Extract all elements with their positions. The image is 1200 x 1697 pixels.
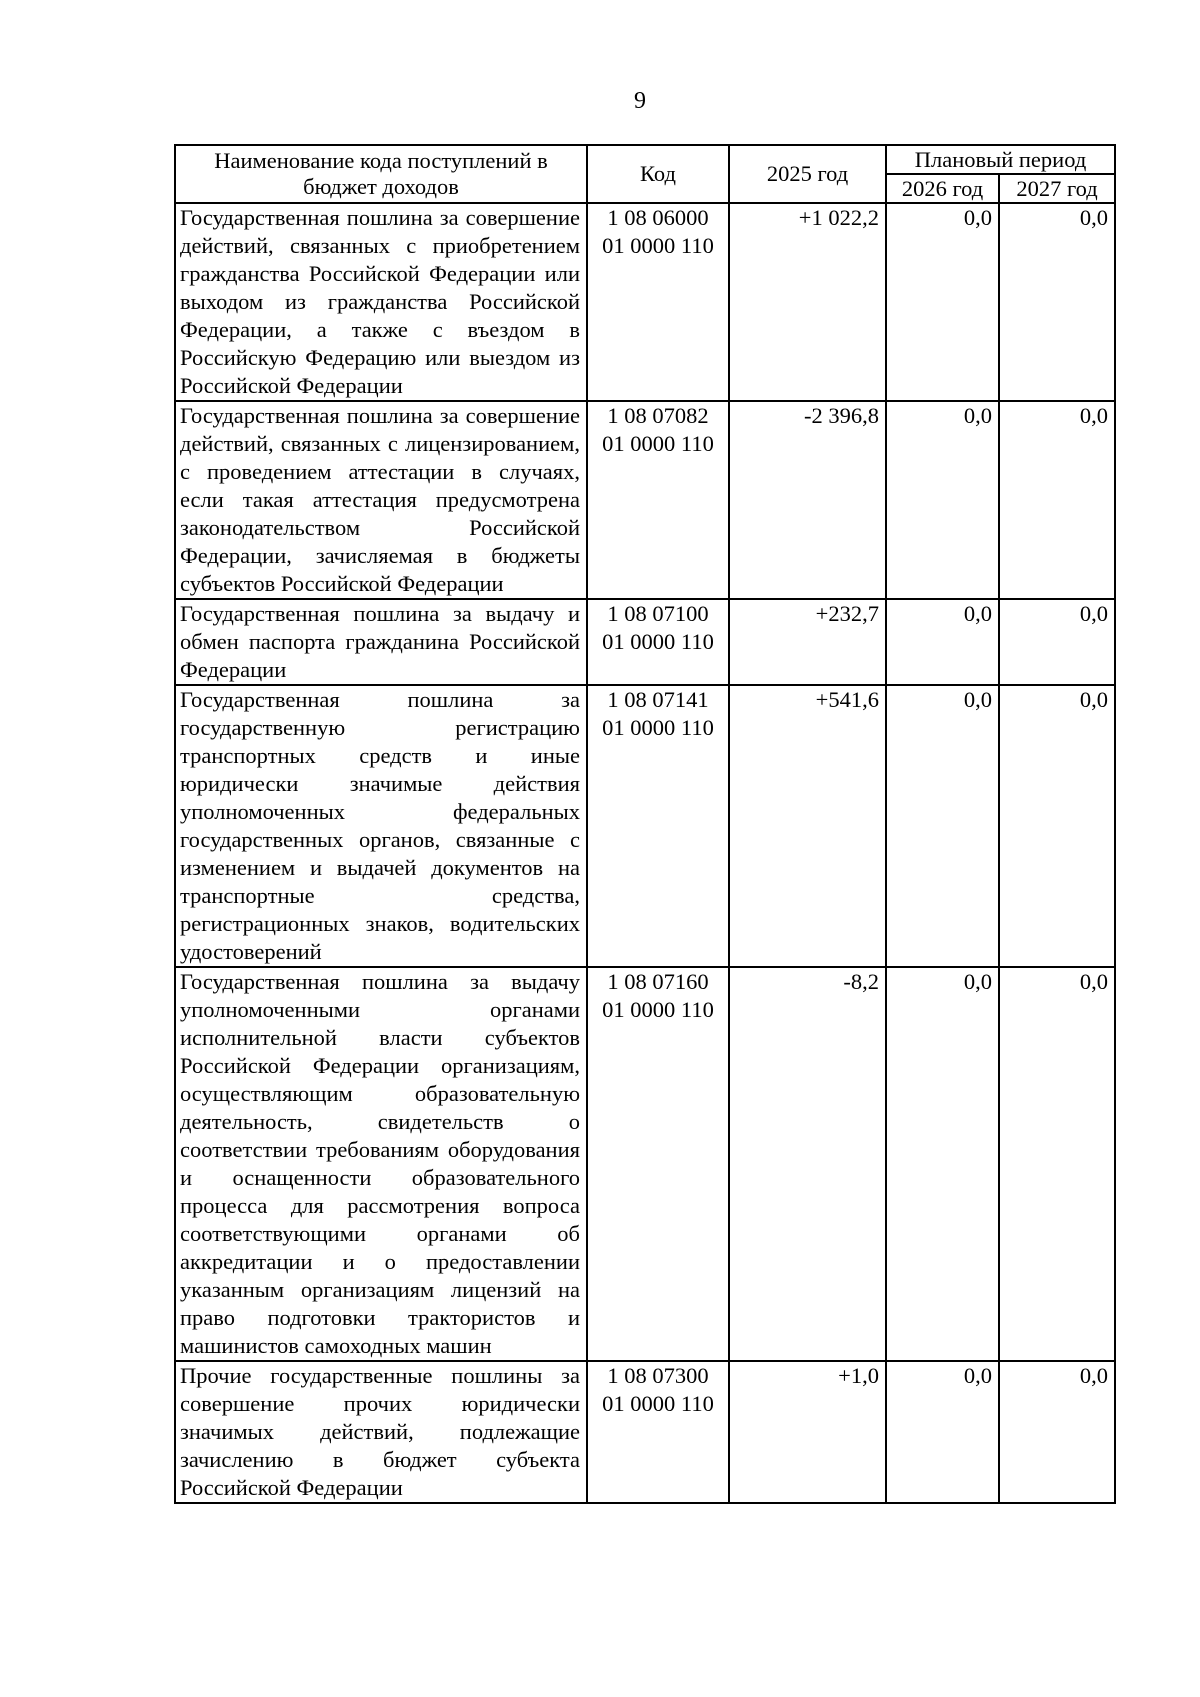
value-2027: 0,0 bbox=[999, 967, 1115, 1361]
header-planning-period: Плановый период bbox=[886, 145, 1115, 174]
row-code bbox=[587, 401, 729, 599]
header-2025: 2025 год bbox=[729, 145, 886, 203]
table-row bbox=[175, 685, 1115, 967]
row-code bbox=[587, 1361, 729, 1503]
value-2027: 0,0 bbox=[999, 203, 1115, 401]
row-name: Прочие государственные пошлины за совершение прочих юридически значимых действий, подлежащие зачислению в бюджет субъекта Российской Федерации bbox=[175, 1361, 587, 1503]
value-2027: 0,0 bbox=[999, 401, 1115, 599]
value-2026: 0,0 bbox=[886, 685, 999, 967]
value-2027: 0,0 bbox=[999, 1361, 1115, 1503]
header-2027: 2027 год bbox=[999, 174, 1115, 203]
row-code bbox=[587, 599, 729, 685]
code-line-2: 01 0000 110 bbox=[602, 233, 714, 258]
value-2026: 0,0 bbox=[886, 967, 999, 1361]
header-code: Код bbox=[587, 145, 729, 203]
row-name: Государственная пошлина за выдачу уполномоченными органами исполнительной власти субъектов Российской Федерации организациям, осуществляющим образовательную деятельность, свидетельств о соответствии требованиям оборудования и оснащенности образовательного процесса для рассмотрения вопроса соответствующими органами об аккредитации и о предоставлении указанным организациям лицензий на право подготовки трактористов и машинистов самоходных машин bbox=[175, 967, 587, 1361]
code-line-2: 01 0000 110 bbox=[602, 997, 714, 1022]
value-2027: 0,0 bbox=[999, 599, 1115, 685]
code-line-1: 1 08 07141 bbox=[607, 687, 709, 712]
value-2026: 0,0 bbox=[886, 203, 999, 401]
value-2025: -8,2 bbox=[729, 967, 886, 1361]
row-name: Государственная пошлина за совершение действий, связанных с лицензированием, с проведением аттестации в случаях, если такая аттестация предусмотрена законодательством Российской Федерации, зачисляемая в бюджеты субъектов Российской Федерации bbox=[175, 401, 587, 599]
budget-revenue-table bbox=[174, 144, 1116, 1504]
header-2026: 2026 год bbox=[886, 174, 999, 203]
table-row bbox=[175, 1361, 1115, 1503]
value-2025: +1 022,2 bbox=[729, 203, 886, 401]
value-2026: 0,0 bbox=[886, 1361, 999, 1503]
table-row bbox=[175, 203, 1115, 401]
row-code bbox=[587, 203, 729, 401]
value-2026: 0,0 bbox=[886, 401, 999, 599]
code-line-2: 01 0000 110 bbox=[602, 715, 714, 740]
header-name: Наименование кода поступлений в бюджет доходов bbox=[175, 145, 587, 203]
table-row bbox=[175, 967, 1115, 1361]
value-2025: -2 396,8 bbox=[729, 401, 886, 599]
row-name: Государственная пошлина за государственную регистрацию транспортных средств и иные юридически значимые действия уполномоченных федеральных государственных органов, связанные с изменением и выдачей документов на транспортные средства, регистрационных знаков, водительских удостоверений bbox=[175, 685, 587, 967]
code-line-2: 01 0000 110 bbox=[602, 431, 714, 456]
code-line-1: 1 08 06000 bbox=[607, 205, 709, 230]
code-line-2: 01 0000 110 bbox=[602, 1391, 714, 1416]
code-line-1: 1 08 07082 bbox=[607, 403, 709, 428]
row-name: Государственная пошлина за совершение действий, связанных с приобретением гражданства Российской Федерации или выходом из гражданства Российской Федерации, а также с въездом в Российскую Федерацию или выездом из Российской Федерации bbox=[175, 203, 587, 401]
value-2025: +232,7 bbox=[729, 599, 886, 685]
table-row bbox=[175, 599, 1115, 685]
row-name: Государственная пошлина за выдачу и обмен паспорта гражданина Российской Федерации bbox=[175, 599, 587, 685]
code-line-1: 1 08 07160 bbox=[607, 969, 709, 994]
value-2025: +541,6 bbox=[729, 685, 886, 967]
code-line-2: 01 0000 110 bbox=[602, 629, 714, 654]
code-line-1: 1 08 07100 bbox=[607, 601, 709, 626]
table-row bbox=[175, 401, 1115, 599]
page-number: 9 bbox=[634, 88, 646, 114]
value-2026: 0,0 bbox=[886, 599, 999, 685]
value-2025: +1,0 bbox=[729, 1361, 886, 1503]
code-line-1: 1 08 07300 bbox=[607, 1363, 709, 1388]
value-2027: 0,0 bbox=[999, 685, 1115, 967]
row-code bbox=[587, 685, 729, 967]
row-code bbox=[587, 967, 729, 1361]
